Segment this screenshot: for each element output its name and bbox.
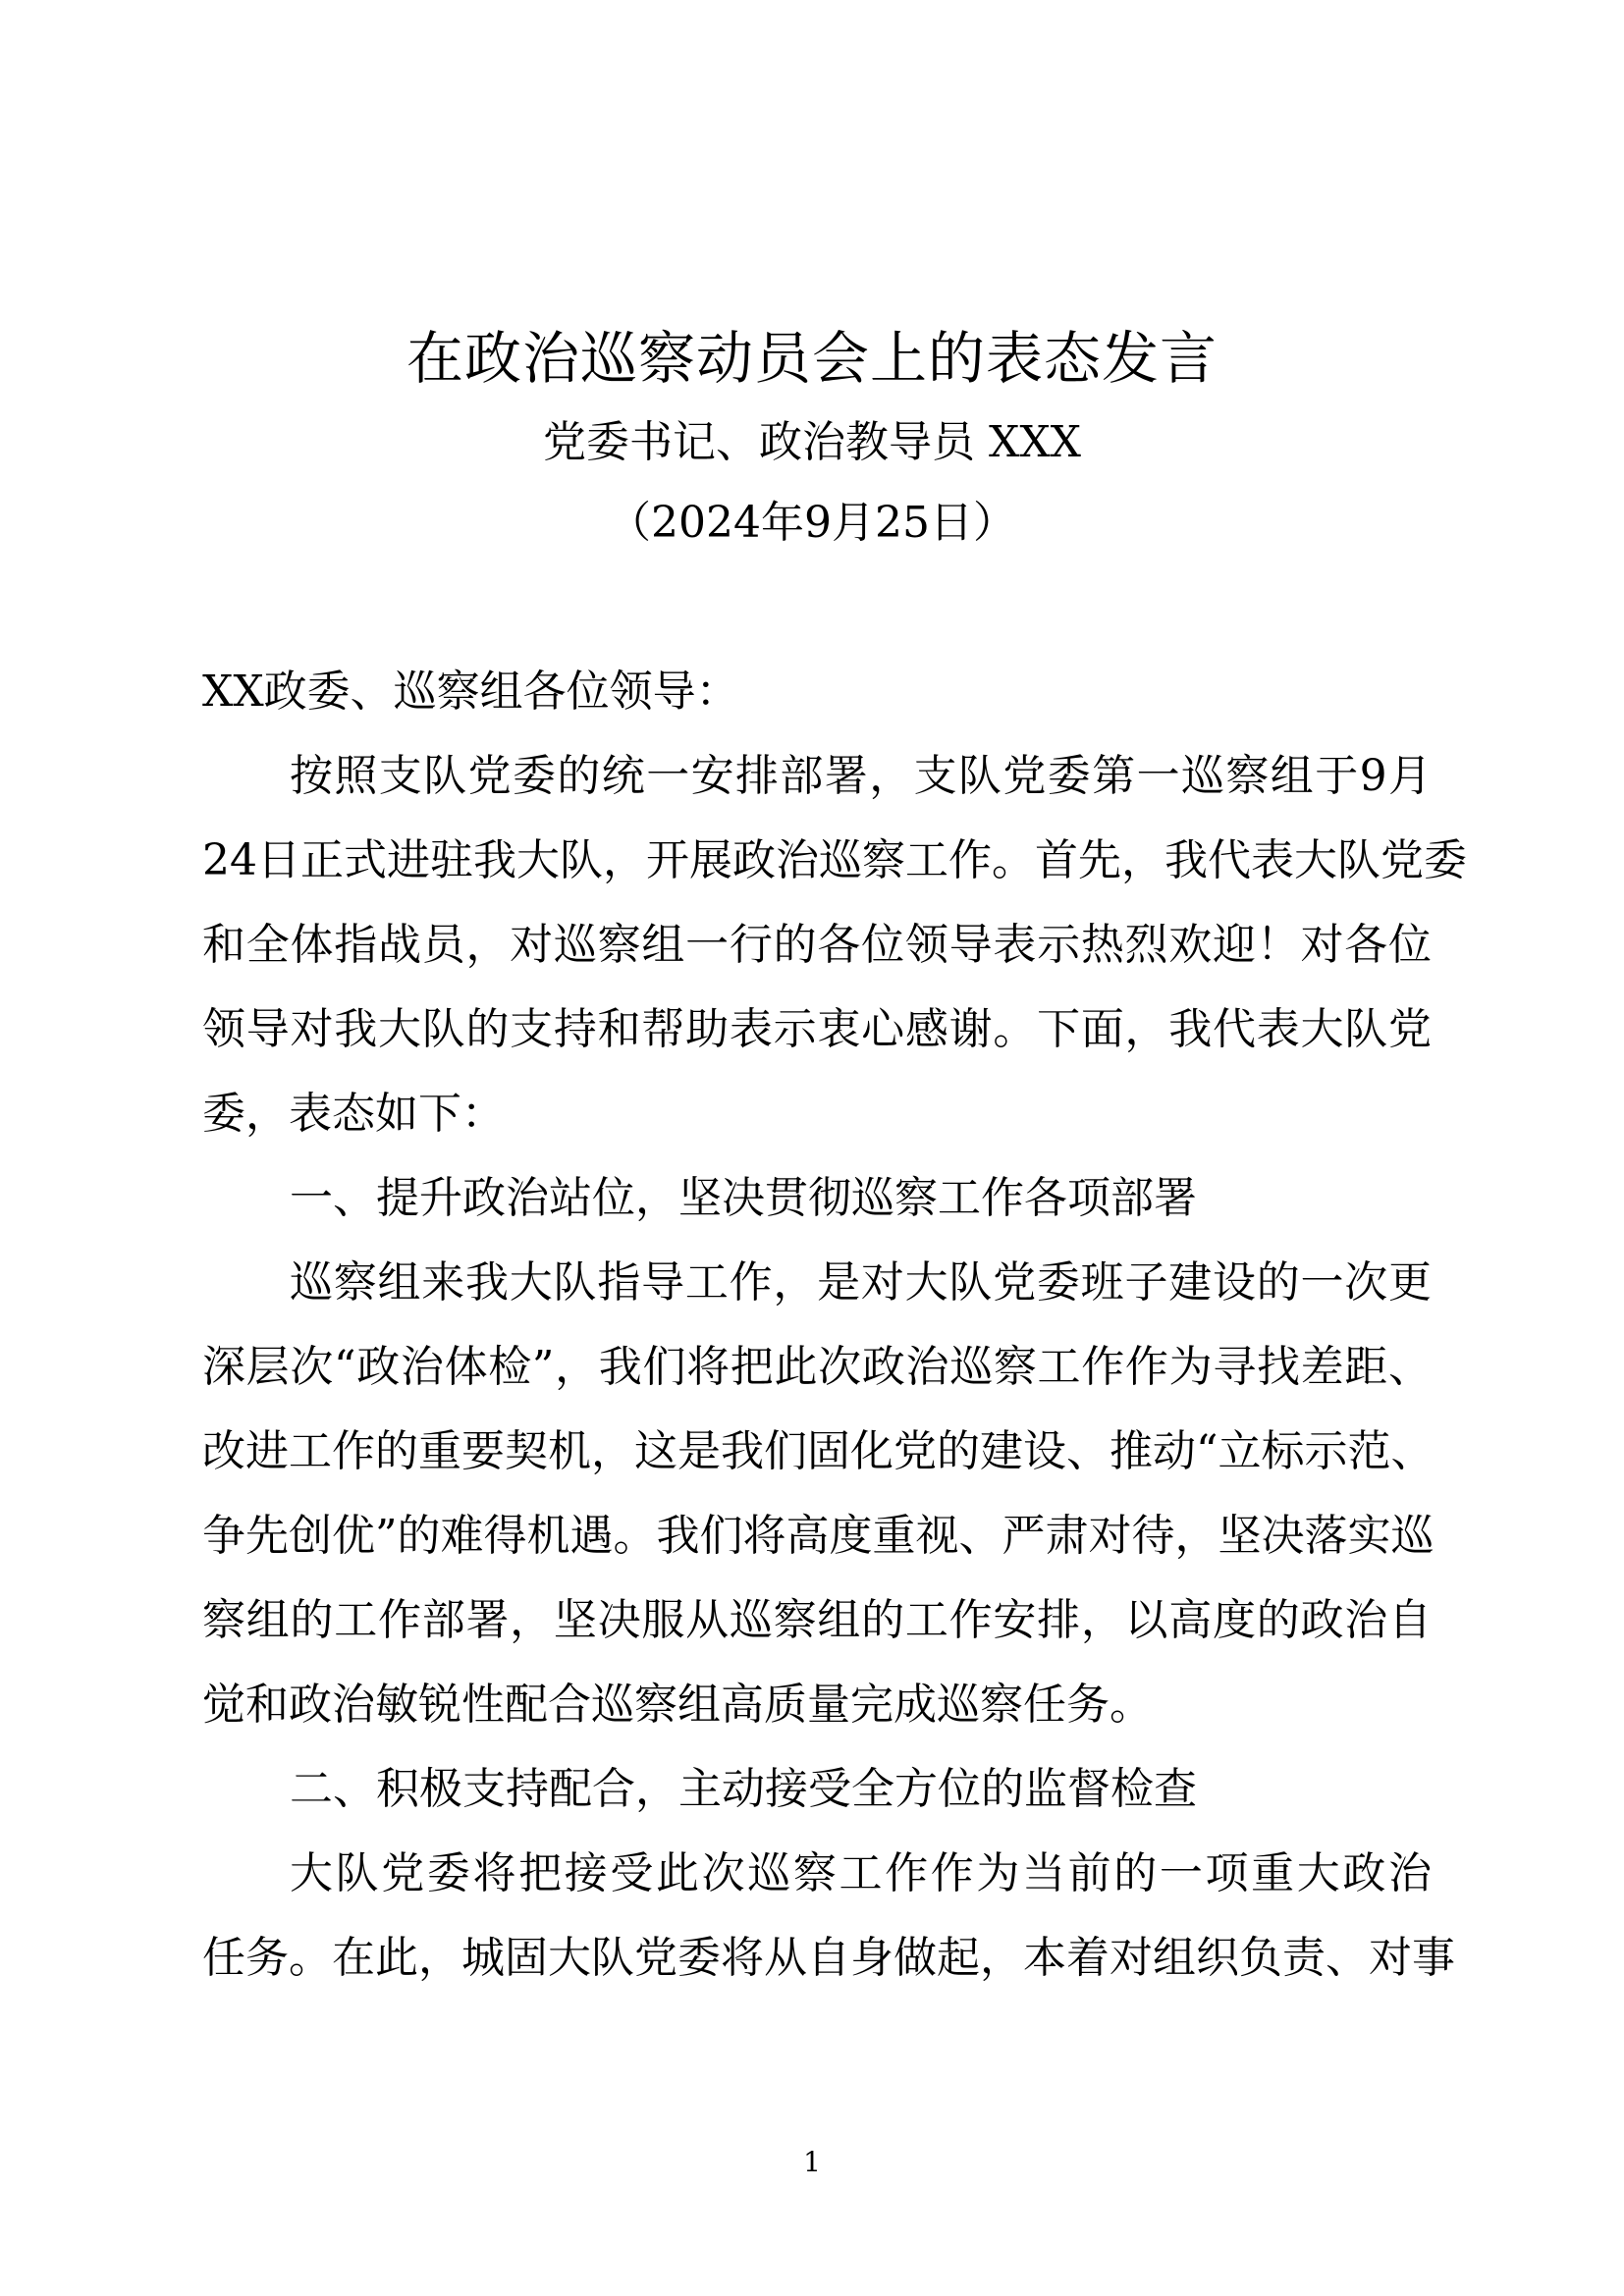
text-line: 委，表态如下： <box>202 1089 505 1139</box>
text-line: 任务。在此，城固大队党委将从自身做起，本着对组织负责、对事 <box>202 1933 1455 1983</box>
text-line: 按照支队党委的统一安排部署，支队党委第一巡察组于9月 <box>290 751 1432 801</box>
text-line: 二、积极支持配合，主动接受全方位的监督检查 <box>290 1764 1197 1814</box>
section-heading <box>202 1747 1432 1832</box>
document-body <box>202 650 1467 2001</box>
paragraph <box>202 1241 1435 1747</box>
text-line: 争先创优”的难得机遇。我们将高度重视、严肃对待，坚决落实巡 <box>202 1511 1435 1561</box>
text-line: 巡察组来我大队指导工作，是对大队党委班子建设的一次更 <box>290 1257 1432 1308</box>
text-line: 24日正式进驻我大队，开展政治巡察工作。首先，我代表大队党委 <box>202 835 1467 885</box>
section-heading <box>202 1156 1432 1241</box>
date-line: （2024年9月25日） <box>608 498 1016 548</box>
text-line: 觉和政治敏锐性配合巡察组高质量完成巡察任务。 <box>202 1680 1153 1730</box>
text-line: 和全体指战员，对巡察组一行的各位领导表示热烈欢迎！对各位 <box>202 920 1432 970</box>
page-number: 1 <box>803 2146 821 2178</box>
paragraph <box>202 1832 1455 2001</box>
text-line: 一、提升政治站位，坚决贯彻巡察工作各项部署 <box>290 1173 1197 1223</box>
text-line: 深层次“政治体检”，我们将把此次政治巡察工作作为寻找差距、 <box>202 1342 1432 1392</box>
author-line: 党委书记、政治教导员 XXX <box>543 417 1081 467</box>
text-line: 改进工作的重要契机，这是我们固化党的建设、推动“立标示范、 <box>202 1426 1435 1476</box>
salutation <box>202 650 1432 734</box>
text-line: 领导对我大队的支持和帮助表示衷心感谢。下面，我代表大队党 <box>202 1004 1432 1054</box>
text-line: 大队党委将把接受此次巡察工作作为当前的一项重大政治 <box>290 1848 1432 1898</box>
paragraph <box>202 734 1467 1156</box>
document-title: 在政治巡察动员会上的表态发言 <box>406 325 1218 392</box>
text-line: XX政委、巡察组各位领导： <box>202 667 739 717</box>
text-line: 察组的工作部署，坚决服从巡察组的工作安排，以高度的政治自 <box>202 1595 1432 1645</box>
